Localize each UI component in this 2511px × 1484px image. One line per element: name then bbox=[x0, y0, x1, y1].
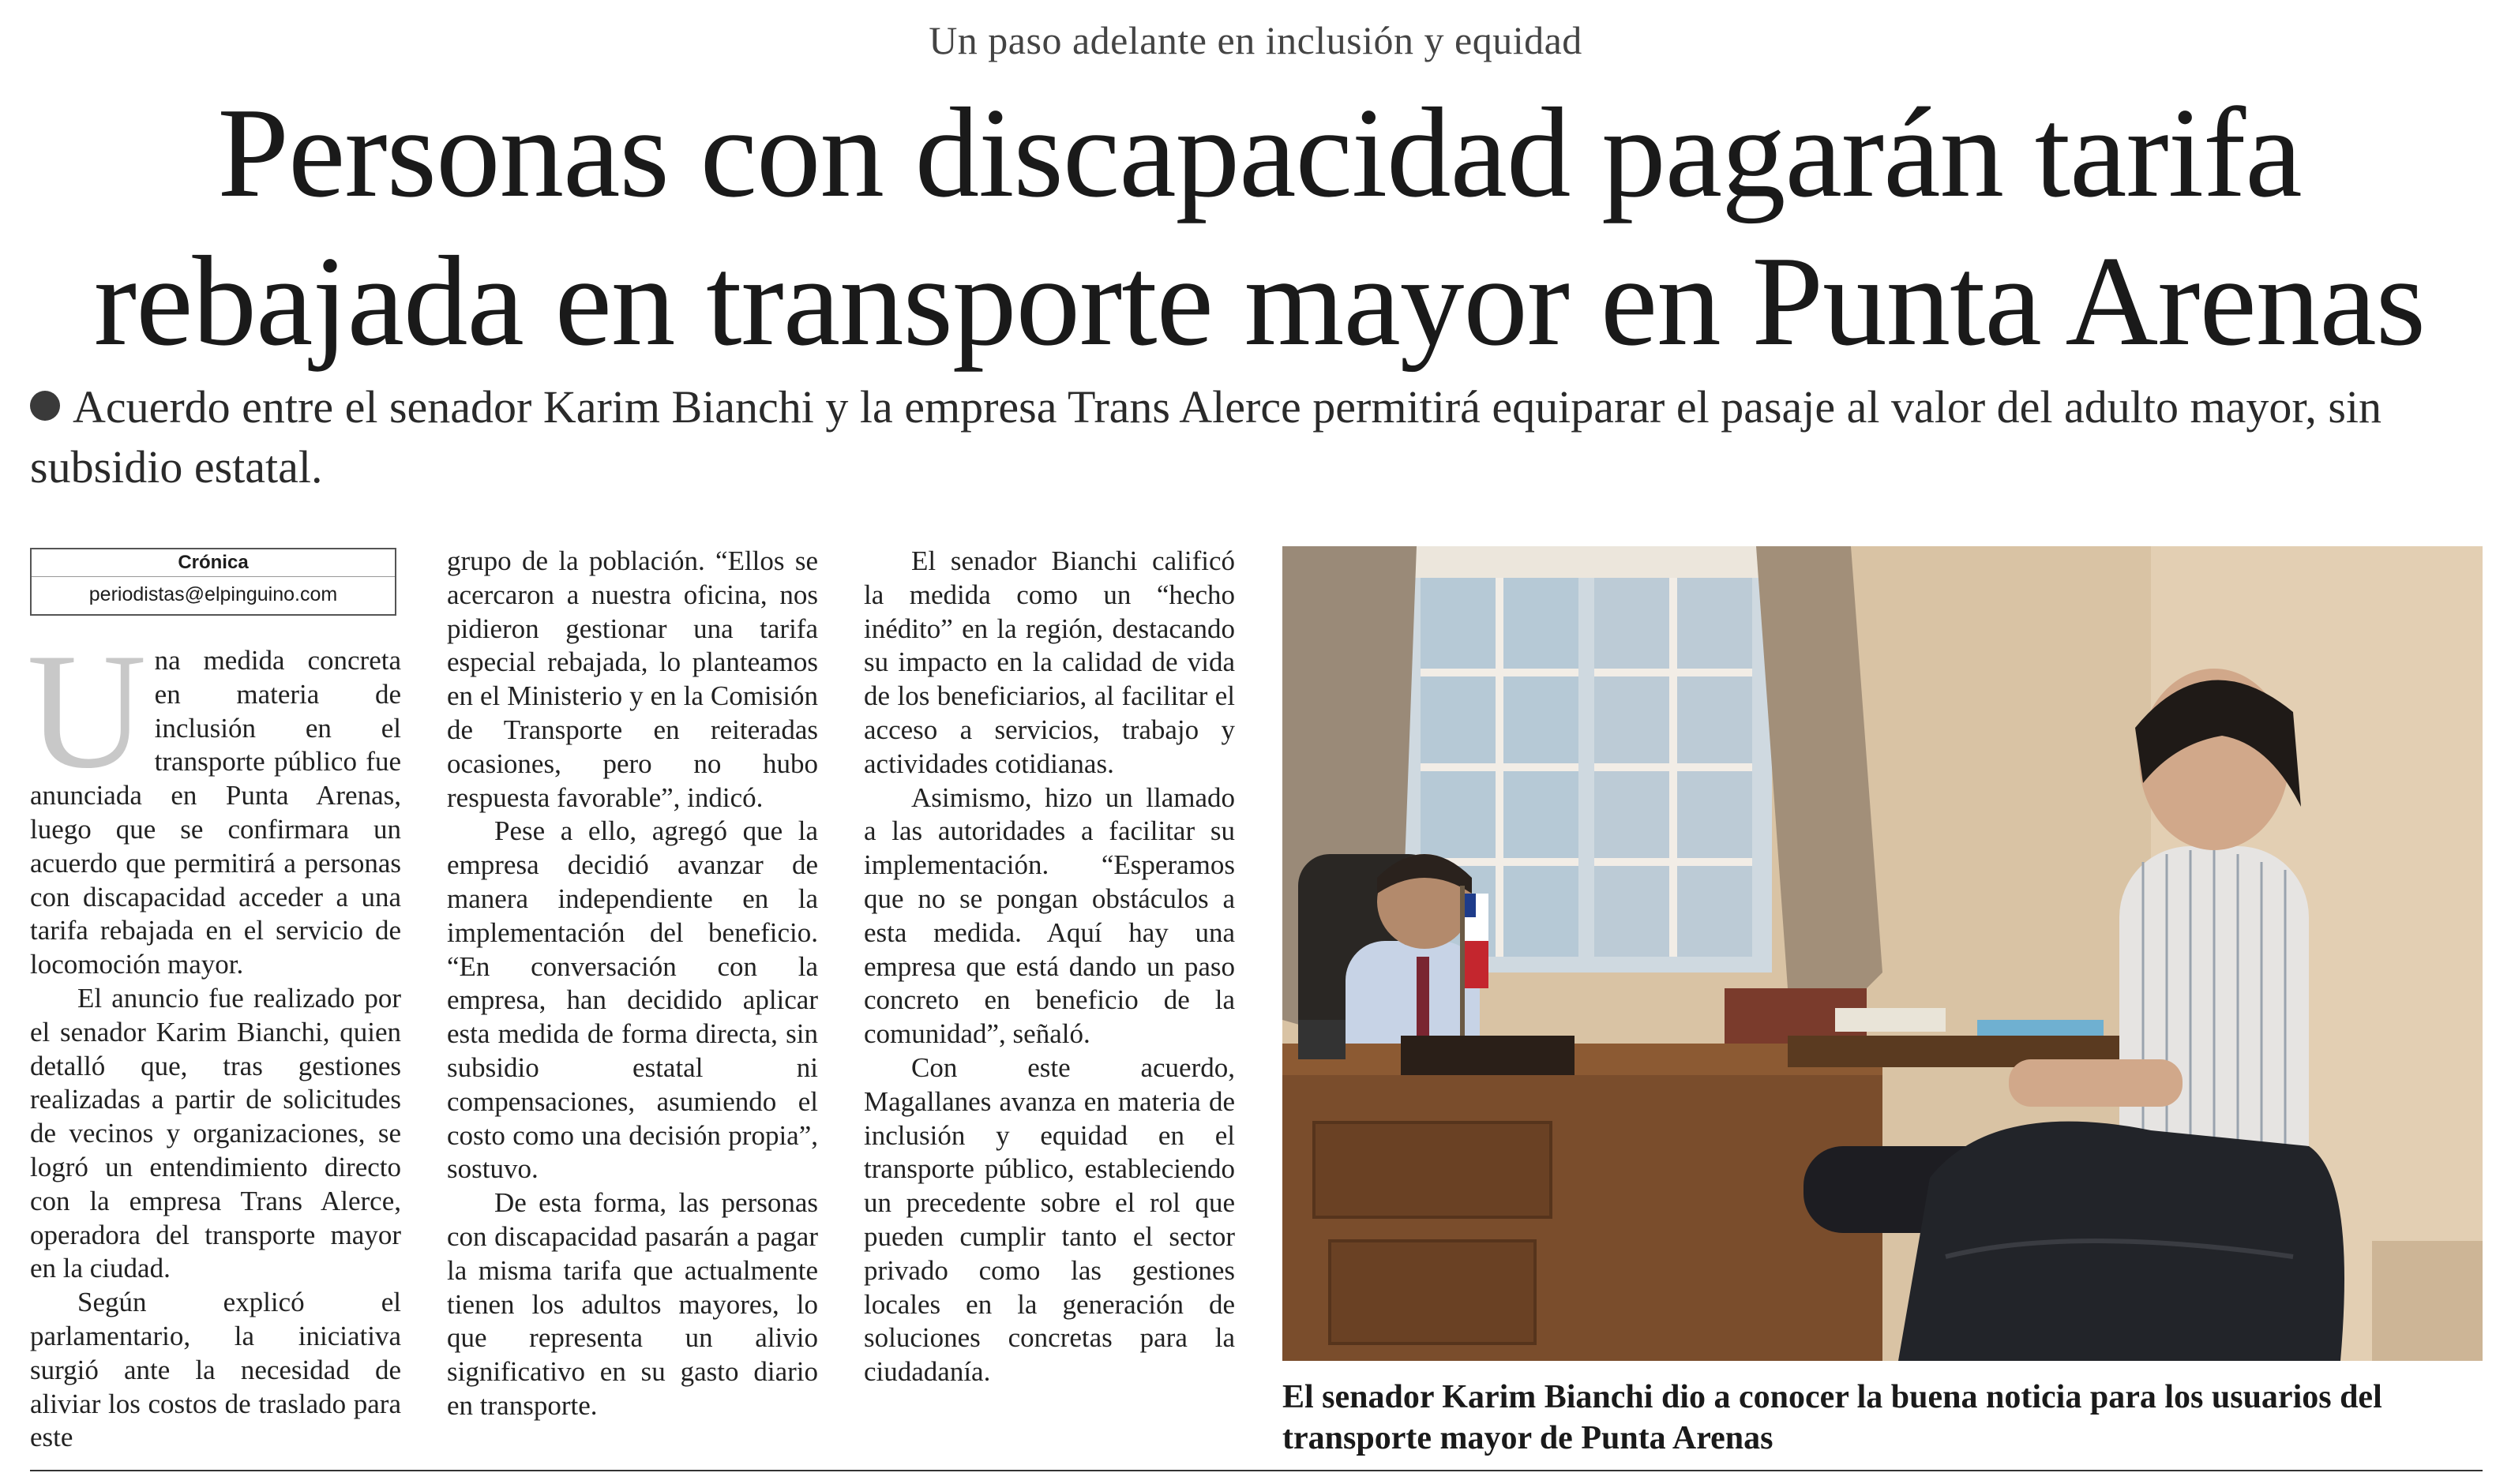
headline: Personas con discapacidad pagarán tarifa rebajada en transporte mayor en Punta Arenas bbox=[93, 82, 2426, 373]
article-column-2 bbox=[447, 545, 818, 1423]
deck bbox=[30, 377, 2470, 497]
article-photo bbox=[1282, 546, 2483, 1361]
kicker: Un paso adelante en inclusión y equidad bbox=[929, 18, 1582, 62]
drop-cap: U bbox=[27, 620, 147, 803]
byline-email[interactable]: periodistas@elpinguino.com bbox=[88, 583, 338, 605]
bullet-icon bbox=[30, 391, 60, 421]
section-label: Crónica bbox=[32, 549, 395, 577]
photo-caption: El senador Karim Bianchi dio a conocer la buena noticia para los usuarios del transporte mayor de Punta Arenas bbox=[1282, 1379, 2382, 1456]
paragraph: Asimismo, hizo un llamado a las autoridades a facilitar su implementación. “Esperamos que no se pongan obstáculos a esta medida. Aquí hay una empresa que está dando un paso concreto en beneficio de la comunidad”, señaló. bbox=[864, 781, 1235, 1050]
paragraph: El anuncio fue realizado por el senador Karim Bianchi, quien detalló que, tras gestiones realizadas a partir de solicitudes de vecinos y organizaciones, se logró un entendimiento directo con la empresa Trans Alerce, operadora del transporte mayor en la ciudad. bbox=[30, 982, 401, 1284]
paragraph: Con este acuerdo, Magallanes avanza en materia de inclusión y equidad en el transporte público, estableciendo un precedente sobre el rol que pueden cumplir tanto el sector privado como las gestiones locales en la generación de soluciones concretas para la ciudadanía. bbox=[864, 1051, 1235, 1388]
bottom-rule bbox=[30, 1470, 2483, 1471]
paragraph: De esta forma, las personas con discapacidad pasarán a pagar la misma tarifa que actualmente tienen los adultos mayores, lo que representa un alivio significativo en su gasto diario en transporte. bbox=[447, 1187, 818, 1421]
deck-text: Acuerdo entre el senador Karim Bianchi y la empresa Trans Alerce permitirá equiparar el pasaje al valor del adulto mayor, sin subsidio estatal. bbox=[30, 381, 2382, 493]
paragraph: Pese a ello, agregó que la empresa decidió avanzar de manera independiente en la implementación del beneficio. “En conversación con la empresa, han decidido aplicar esta medida de forma directa, sin subsidio estatal ni compensaciones, asumiendo el costo como una decisión propia”, sostuvo. bbox=[447, 815, 818, 1185]
paragraph: grupo de la población. “Ellos se acercaron a nuestra oficina, nos pidieron gestionar una tarifa especial rebajada, lo planteamos en el Ministerio y en la Comisión de Transporte en reiteradas ocasiones, pero no hubo respuesta favorable”, indicó. bbox=[447, 545, 818, 813]
byline-box bbox=[30, 548, 396, 616]
office-scene-image bbox=[1282, 546, 2483, 1361]
paragraph-text: na medida concreta en materia de inclusión en el transporte público fue anunciada en Punta Arenas, luego que se confirmara un acuerdo que permitirá a personas con discapacidad acceder a una tarifa rebajada en el servicio de locomoción mayor. bbox=[30, 645, 401, 980]
article-column-3 bbox=[864, 545, 1235, 1389]
article-column-1 bbox=[27, 620, 401, 1455]
paragraph bbox=[27, 620, 401, 982]
paragraph: Según explicó el parlamentario, la iniciativa surgió ante la necesidad de aliviar los costos de traslado para este bbox=[30, 1287, 401, 1453]
paragraph: El senador Bianchi calificó la medida como un “hecho inédito” en la región, destacando su impacto en la calidad de vida de los beneficiarios, al facilitar el acceso a servicios, trabajo y actividades cotidianas. bbox=[864, 545, 1235, 779]
